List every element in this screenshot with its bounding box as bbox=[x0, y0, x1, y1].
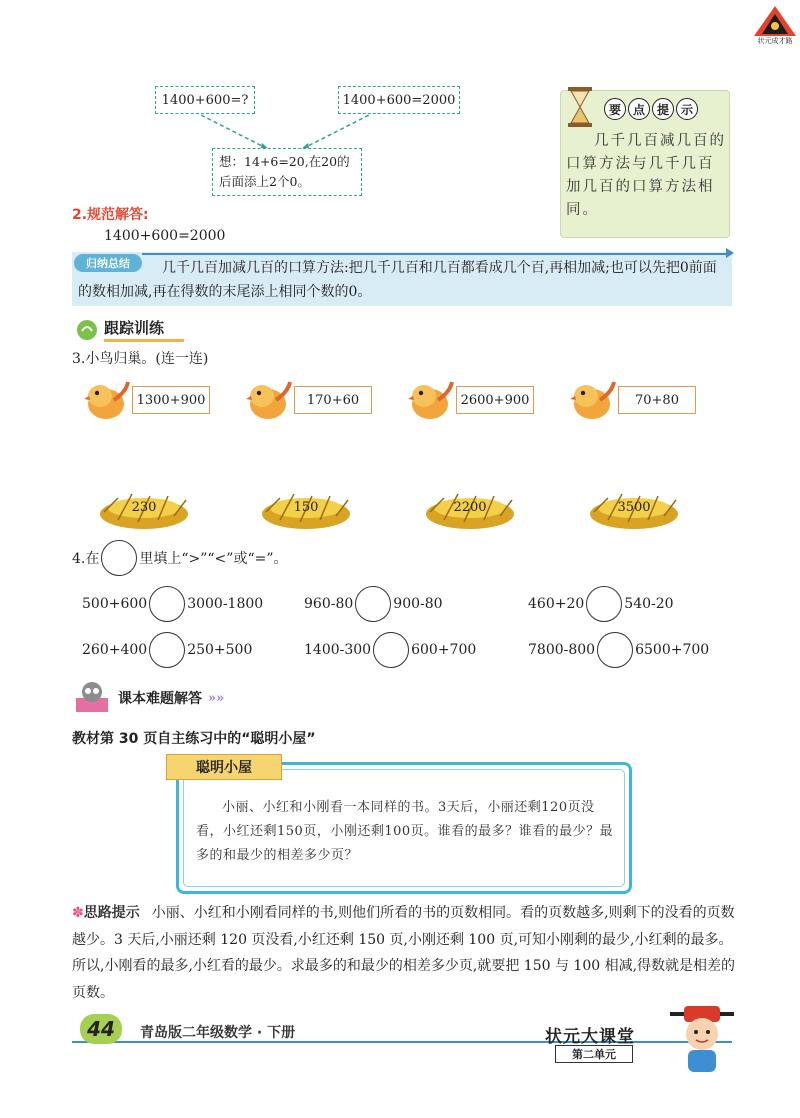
compare-circle[interactable] bbox=[586, 586, 622, 622]
compare-circle[interactable] bbox=[597, 632, 633, 668]
compare-right: 250+500 bbox=[187, 642, 253, 658]
diagram-note bbox=[212, 148, 362, 196]
compare-left: 460+20 bbox=[528, 596, 585, 612]
bird-item[interactable] bbox=[570, 378, 696, 422]
compare-right: 900-80 bbox=[393, 596, 443, 612]
page-number: 44 bbox=[80, 1014, 122, 1044]
compare-left: 1400-300 bbox=[304, 642, 372, 658]
diagram-left-box: 1400+600=? bbox=[155, 86, 255, 114]
training-header bbox=[76, 317, 184, 342]
logo-text: 状元成才路 bbox=[757, 37, 793, 45]
nest-item[interactable] bbox=[98, 490, 190, 536]
answer-circle bbox=[101, 540, 137, 576]
nest-value: 2200 bbox=[453, 500, 487, 515]
hint-block bbox=[72, 900, 737, 1006]
mascot-icon bbox=[666, 1002, 738, 1076]
q3-title: 3.小鸟归巢。(连一连) bbox=[72, 351, 209, 367]
compare-item bbox=[528, 632, 709, 668]
compare-circle[interactable] bbox=[355, 586, 391, 622]
nest-value: 3500 bbox=[617, 500, 651, 515]
diagram-note-line1: 想：14+6=20,在20的 bbox=[219, 154, 350, 169]
key-tip-body: 几千几百减几百的口算方法与几千几百加几百的口算方法相同。 bbox=[566, 133, 726, 218]
hourglass-icon bbox=[566, 86, 594, 128]
nest-value: 150 bbox=[293, 500, 319, 515]
reading-owl-icon bbox=[72, 680, 112, 716]
hint-heading: 思路提示 bbox=[83, 905, 140, 921]
bird-icon bbox=[84, 378, 132, 422]
answer-heading: 2.规范解答: bbox=[72, 207, 149, 223]
diagram-note-line2: 后面添上2个0。 bbox=[219, 174, 310, 189]
bird-item[interactable] bbox=[246, 378, 372, 422]
key-tip-char: 点 bbox=[628, 98, 650, 120]
key-tip-char: 要 bbox=[604, 98, 626, 120]
bird-item[interactable] bbox=[408, 378, 534, 422]
compare-item bbox=[304, 586, 443, 622]
summary-text bbox=[78, 256, 728, 304]
compare-right: 6500+700 bbox=[635, 642, 710, 658]
nest-value: 230 bbox=[131, 500, 157, 515]
compare-circle[interactable] bbox=[149, 586, 185, 622]
compare-right: 3000-1800 bbox=[187, 596, 264, 612]
compare-circle[interactable] bbox=[149, 632, 185, 668]
q4-title bbox=[72, 540, 288, 576]
key-tip-char: 示 bbox=[676, 98, 698, 120]
smart-house-tab: 聪明小屋 bbox=[166, 754, 282, 780]
summary-divider bbox=[142, 253, 728, 255]
compare-right: 540-20 bbox=[624, 596, 674, 612]
summary-tag: 归纳总结 bbox=[74, 254, 142, 272]
compare-left: 7800-800 bbox=[528, 642, 596, 658]
key-tip-char: 提 bbox=[652, 98, 674, 120]
nest-item[interactable] bbox=[588, 490, 680, 536]
training-label: 跟踪训练 bbox=[104, 317, 184, 342]
compare-item bbox=[82, 586, 263, 622]
footer-book-title: 青岛版二年级数学 · 下册 bbox=[140, 1025, 296, 1041]
bird-expression: 1300+900 bbox=[132, 386, 210, 414]
compare-item bbox=[82, 632, 252, 668]
summary-body: 几千几百加减几百的口算方法:把几千几百和几百都看成几个百,再相加减;也可以先把0前面的数相加减,再在得数的末尾添上相同个数的0。 bbox=[78, 260, 717, 300]
textbook-header bbox=[72, 680, 224, 716]
nest-item[interactable] bbox=[424, 490, 516, 536]
compare-left: 960-80 bbox=[304, 596, 354, 612]
compare-item bbox=[304, 632, 476, 668]
bird-expression: 2600+900 bbox=[456, 386, 534, 414]
flower-icon: ✽ bbox=[72, 905, 84, 921]
compare-item bbox=[528, 586, 674, 622]
bird-expression: 70+80 bbox=[618, 386, 696, 414]
compare-left: 500+600 bbox=[82, 596, 148, 612]
smart-house-text: 小丽、小红和小刚看一本同样的书。3天后，小丽还剩120页没看，小红还剩150页，小刚还剩100页。谁看的最多？谁看的最少？最多的和最少的相差多少页？ bbox=[196, 800, 614, 863]
textbook-title: 教材第 30 页自主练习中的“聪明小屋” bbox=[72, 731, 316, 747]
q4-title-suffix: 里填上“>”“<”或“=”。 bbox=[139, 551, 288, 567]
hint-text: 小丽、小红和小刚看同样的书,则他们所看的书的页数相同。看的页数越多,则剩下的没看的页数越少。3 天后,小丽还剩 120 页没看,小红还剩 150 页,小刚还剩 100 页,可知小刚剩的最少,小红剩的最多。所以,小刚看的最多,小红看的最少。求最多的和最少的相差多少页,就要把 150 与 100 相减,得数就是相差的页数。 bbox=[72, 905, 736, 1001]
compare-left: 260+400 bbox=[82, 642, 148, 658]
footer-brand: 状元大课堂 bbox=[545, 1027, 635, 1047]
compare-circle[interactable] bbox=[373, 632, 409, 668]
textbook-label: 课本难题解答 bbox=[118, 691, 202, 707]
diagram-right-box: 1400+600=2000 bbox=[338, 86, 460, 114]
bird-icon bbox=[246, 378, 294, 422]
double-chevron-icon: »» bbox=[208, 690, 225, 706]
compare-right: 600+700 bbox=[411, 642, 477, 658]
q4-title-prefix: 4.在 bbox=[72, 551, 100, 567]
footer-unit: 第二单元 bbox=[555, 1045, 633, 1063]
bird-icon bbox=[408, 378, 456, 422]
bird-expression: 170+60 bbox=[294, 386, 372, 414]
answer-equation: 1400+600=2000 bbox=[104, 228, 226, 244]
bird-icon bbox=[570, 378, 618, 422]
nest-item[interactable] bbox=[260, 490, 352, 536]
sprout-icon bbox=[76, 319, 98, 341]
key-tip-title bbox=[604, 98, 698, 120]
bird-item[interactable] bbox=[84, 378, 210, 422]
